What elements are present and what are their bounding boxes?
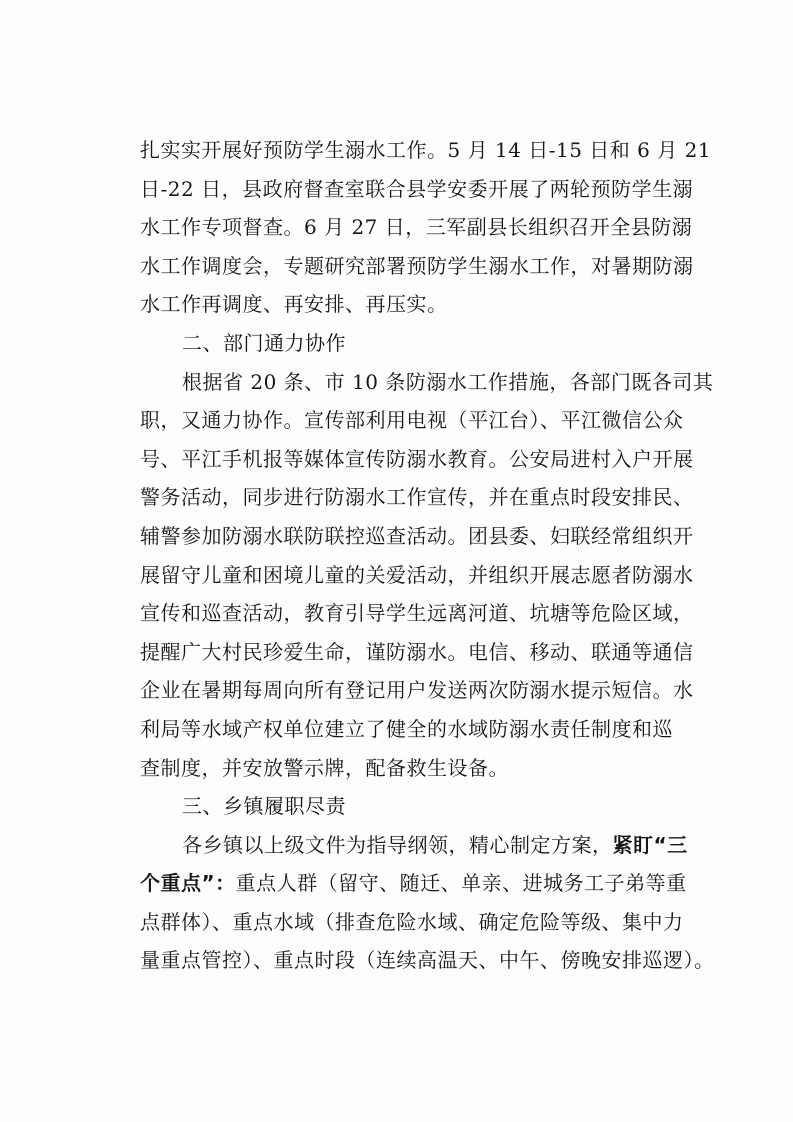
paragraph-line: 职，又通力协作。宣传部利用电视（平江台）、平江微信公众 [140,408,684,433]
section-heading: 二、部门通力协作 [182,330,346,355]
paragraph-line: 水工作再调度、再安排、再压实。 [140,292,448,317]
paragraph-text: 各乡镇以上级文件为指导纲领，精心制定方案， [182,832,613,857]
paragraph-line: 扎实实开展好预防学生溺水工作。5 月 14 日-15 日和 6 月 21 [140,138,712,162]
paragraph-line: 警务活动，同步进行防溺水工作宣传，并在重点时段安排民、 [140,485,694,510]
paragraph-line: 辅警参加防溺水联防联控巡查活动。团县委、妇联经常组织开 [140,523,694,548]
paragraph-line: 号、平江手机报等媒体宣传防溺水教育。公安局进村入户开展 [140,446,694,471]
paragraph-line [140,864,687,903]
paragraph-line: 展留守儿童和困境儿童的关爱活动，并组织开展志愿者防溺水 [140,562,694,587]
paragraph-line: 点群体）、重点水域（排查危险水域、确定危险等级、集中力 [140,909,684,934]
paragraph-line: 宣传和巡查活动，教育引导学生远离河道、坑塘等危险区域， [140,601,694,626]
emphasis-text: 个重点”： [140,871,236,896]
paragraph-line: 利局等水域产权单位建立了健全的水域防溺水责任制度和巡 [140,716,673,741]
document-body [140,131,715,980]
paragraph-line: 根据省 20 条、市 10 条防溺水工作措施，各部门既各司其 [182,369,714,394]
paragraph-line: 量重点管控）、重点时段（连续高温天、中午、傍晚安排巡逻）。 [140,948,715,973]
paragraph-line [140,826,688,865]
paragraph-line: 日-22 日，县政府督查室联合县学安委开展了两轮预防学生溺 [140,176,694,201]
paragraph-text: 重点人群（留守、随迁、单亲、进城务工子弟等重 [235,871,687,896]
emphasis-text: 紧盯“三 [612,832,688,857]
section-heading: 三、乡镇履职尽责 [182,794,346,819]
paragraph-line: 水工作专项督查。6 月 27 日，三军副县长组织召开全县防溺 [140,215,693,240]
paragraph-line: 查制度，并安放警示牌，配备救生设备。 [140,755,509,780]
paragraph-line: 水工作调度会，专题研究部署预防学生溺水工作，对暑期防溺 [140,253,694,278]
paragraph-line: 企业在暑期每周向所有登记用户发送两次防溺水提示短信。水 [140,678,694,703]
paragraph-line: 提醒广大村民珍爱生命，谨防溺水。电信、移动、联通等通信 [140,639,694,664]
